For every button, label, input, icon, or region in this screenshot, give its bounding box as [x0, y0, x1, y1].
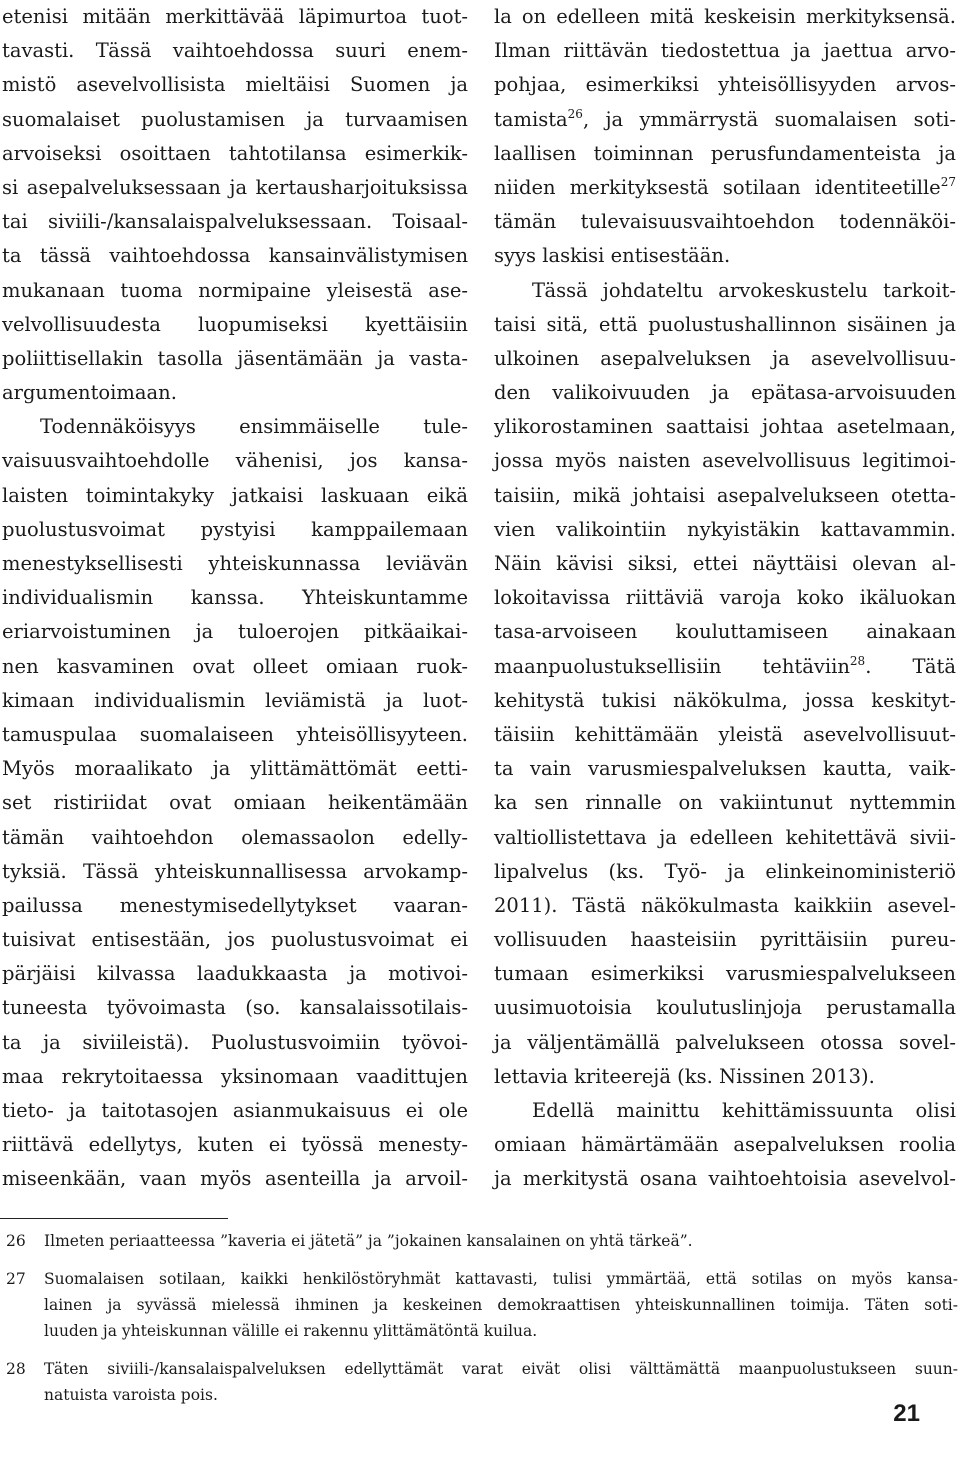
- text-line: lokoitavissa riittäviä varoja koko ikäluokan: [494, 586, 956, 610]
- text-segment: maanpuolustuksellisiin tehtäviin: [494, 654, 850, 678]
- text-segment: tamista: [494, 107, 568, 131]
- text-line: ta tässä vaihtoehdossa kansainvälistymisen: [2, 244, 468, 268]
- text-line: tavasti. Tässä vaihtoehdossa suuri enem-: [2, 39, 468, 63]
- text-line: tämän vaihtoehdon olemassaolon edelly-: [2, 825, 468, 849]
- text-line: arvoiseksi osoittaen tahtotilansa esimerkik-: [2, 141, 468, 165]
- text-segment: . Tätä: [865, 654, 956, 678]
- text-line: ta vain varusmiespalveluksen kautta, vaik-: [494, 757, 956, 781]
- text-line: tyksiä. Tässä yhteiskunnallisessa arvokamp-: [2, 859, 468, 883]
- text-line: kehitystä tukisi näkökulma, jossa keskityt-: [494, 688, 956, 712]
- footnote-text: [44, 1356, 958, 1408]
- footnote-line: Täten siviili-/kansalaispalveluksen edellyttämät varat eivät olisi välttämättä maanpuolustukseen suun-: [44, 1360, 958, 1378]
- text-line: den valikoivuuden ja epätasa-arvoisuuden: [494, 381, 956, 405]
- text-line: puolustusvoimat pystyisi kamppailemaan: [2, 517, 468, 541]
- text-line: omiaan hämärtämään asepalveluksen roolia: [494, 1133, 956, 1157]
- text-line: Todennäköisyys ensimmäiselle tule-: [40, 415, 468, 439]
- footnote-separator: [0, 1218, 228, 1219]
- text-line: ka sen rinnalle on vakiintunut nyttemmin: [494, 791, 956, 815]
- footnote-number: 27: [6, 1270, 26, 1288]
- text-line-with-footnote-ref: [494, 103, 956, 137]
- text-segment: niiden merkityksestä sotilaan identiteetille: [494, 175, 941, 199]
- footnote-line: luuden ja yhteiskunnan välille ei rakennu ylittämätöntä kuilua.: [44, 1322, 538, 1340]
- text-line: taisiin, mikä johtaisi asepalvelukseen otetta-: [494, 483, 956, 507]
- text-line: taisi sitä, että puolustushallinnon sisäinen ja: [494, 312, 956, 336]
- text-line: mistö asevelvollisista mieltäisi Suomen ja: [2, 73, 468, 97]
- text-line: si asepalveluksessaan ja kertausharjoituksissa: [2, 175, 468, 199]
- text-line: ta ja siviileistä). Puolustusvoimiin työvoi-: [2, 1030, 468, 1054]
- footnote-26: [0, 1228, 958, 1254]
- text-line: vien valikointiin nykyistäkin kattavammin.: [494, 517, 956, 541]
- text-line: vollisuuden haasteisiin pyrittäisiin pureu-: [494, 928, 956, 952]
- text-line: 2011). Tästä näkökulmasta kaikkiin asevel-: [494, 893, 956, 917]
- text-line: set ristiriidat ovat omiaan heikentämään: [2, 791, 468, 815]
- text-line: la on edelleen mitä keskeisin merkityksensä.: [494, 5, 956, 28]
- footnote-number: 26: [6, 1232, 26, 1250]
- text-line: Edellä mainittu kehittämissuunta olisi: [532, 1099, 956, 1122]
- text-line: miseenkään, vaan myös asenteilla ja arvoil-: [2, 1167, 468, 1191]
- text-line: täisiin kehittämään yleistä asevelvollisuut-: [494, 722, 956, 746]
- footnote-text: [44, 1266, 958, 1344]
- text-line: tämän tulevaisuusvaihtoehdon todennäköi-: [494, 210, 956, 234]
- footnote-27: [0, 1266, 958, 1344]
- text-line: velvollisuudesta luopumiseksi kyettäisiin: [2, 312, 468, 336]
- text-line: ulkoinen asepalveluksen ja asevelvollisuu-: [494, 346, 956, 370]
- text-line: nen kasvaminen ovat olleet omiaan ruok-: [2, 654, 468, 678]
- text-line: tuneesta työvoimasta (so. kansalaissotilais-: [2, 996, 468, 1020]
- right-column: [494, 0, 956, 1197]
- text-line: poliittisellakin tasolla jäsentämään ja vasta-: [2, 346, 468, 370]
- footnote-line: Ilmeten periaatteessa ”kaveria ei jätetä” ja ”jokainen kansalainen on yhtä tärkeä”.: [44, 1232, 693, 1250]
- text-line: maa rekrytoitaessa yksinomaan vaadittujen: [2, 1064, 468, 1088]
- text-line: uusimuotoisia koulutuslinjoja perustamalla: [494, 996, 956, 1020]
- text-line: ja väljentämällä palvelukseen otossa sovel-: [494, 1030, 956, 1054]
- text-line: eriarvoistuminen ja tuloerojen pitkäaikai-: [2, 620, 468, 644]
- text-line: tamuspulaa suomalaiseen yhteisöllisyyteen.: [2, 722, 468, 746]
- text-line-with-footnote-ref: [494, 171, 956, 205]
- footnote-ref-27: 27: [940, 174, 956, 189]
- text-line: riittävä edellytys, kuten ei työssä menesty-: [2, 1133, 468, 1157]
- text-line: kimaan individualismin leviämistä ja luot-: [2, 688, 468, 712]
- footnote-line: lainen ja syvässä mielessä ihminen ja keskeinen demokraattisen yhteiskunnallinen toimija. Täten soti-: [44, 1296, 958, 1314]
- text-line: tai siviili-/kansalaispalveluksessaan. Toisaal-: [2, 210, 468, 234]
- text-line: Näin kävisi siksi, ettei näyttäisi olevan al-: [494, 552, 956, 575]
- text-line: Tässä johdateltu arvokeskustelu tarkoit-: [532, 278, 956, 302]
- text-line: argumentoimaan.: [2, 381, 177, 405]
- text-line: lipalvelus (ks. Työ- ja elinkeinoministeriö: [494, 859, 956, 883]
- text-line: lettavia kriteerejä (ks. Nissinen 2013).: [494, 1064, 875, 1088]
- footnote-ref-26: 26: [567, 106, 583, 121]
- page-number: 21: [893, 1400, 920, 1427]
- text-line: Ilman riittävän tiedostettua ja jaettua arvo-: [494, 39, 956, 63]
- text-line-with-footnote-ref: [494, 650, 956, 684]
- footnotes: [0, 1228, 958, 1420]
- footnote-line: Suomalaisen sotilaan, kaikki henkilöstöryhmät kattavasti, tulisi ymmärtää, että sotilas on myös kansa-: [44, 1270, 958, 1288]
- footnote-number: 28: [6, 1360, 26, 1378]
- text-line: suomalaiset puolustamisen ja turvaamisen: [2, 107, 468, 131]
- text-line: vaisuusvaihtoehdolle vähenisi, jos kansa-: [2, 449, 468, 473]
- left-column: [2, 0, 468, 1197]
- text-line: ja merkitystä osana vaihtoehtoisia asevelvol-: [494, 1167, 956, 1191]
- footnote-line: natuista varoista pois.: [44, 1386, 218, 1404]
- text-line: tasa-arvoiseen kouluttamiseen ainakaan: [494, 620, 956, 644]
- text-line: tuisivat entisestään, jos puolustusvoimat ei: [2, 928, 468, 952]
- text-segment: , ja ymmärrystä suomalaisen soti-: [582, 107, 956, 131]
- text-line: Myös moraalikato ja ylittämättömät eetti-: [2, 757, 468, 781]
- text-line: etenisi mitään merkittävää läpimurtoa tuot-: [2, 5, 468, 28]
- text-line: laisten toimintakyky jatkaisi laskuaan eikä: [2, 483, 468, 507]
- text-line: laallisen toiminnan perusfundamenteista ja: [494, 141, 956, 165]
- text-line: menestyksellisesti yhteiskunnassa leviävän: [2, 552, 468, 575]
- text-line: mukanaan tuoma normipaine yleisestä ase-: [2, 278, 468, 302]
- text-line: pohjaa, esimerkiksi yhteisöllisyyden arvos-: [494, 73, 956, 97]
- text-line: tieto- ja taitotasojen asianmukaisuus ei ole: [2, 1099, 468, 1122]
- text-line: pärjäisi kilvassa laadukkaasta ja motivoi-: [2, 962, 468, 986]
- text-line: tumaan esimerkiksi varusmiespalvelukseen: [494, 962, 956, 986]
- footnote-28: [0, 1356, 958, 1408]
- text-line: pailussa menestymisedellytykset vaaran-: [2, 893, 468, 917]
- footnote-ref-28: 28: [849, 653, 866, 668]
- footnote-text: [44, 1228, 958, 1254]
- text-line: syys laskisi entisestään.: [494, 244, 731, 268]
- text-line: ylikorostaminen saattaisi johtaa asetelmaan,: [494, 415, 956, 439]
- text-line: jossa myös naisten asevelvollisuus legitimoi-: [494, 449, 956, 473]
- text-line: individualismin kanssa. Yhteiskuntamme: [2, 586, 468, 610]
- text-line: valtiollistettava ja edelleen kehitettävä sivii-: [494, 825, 956, 849]
